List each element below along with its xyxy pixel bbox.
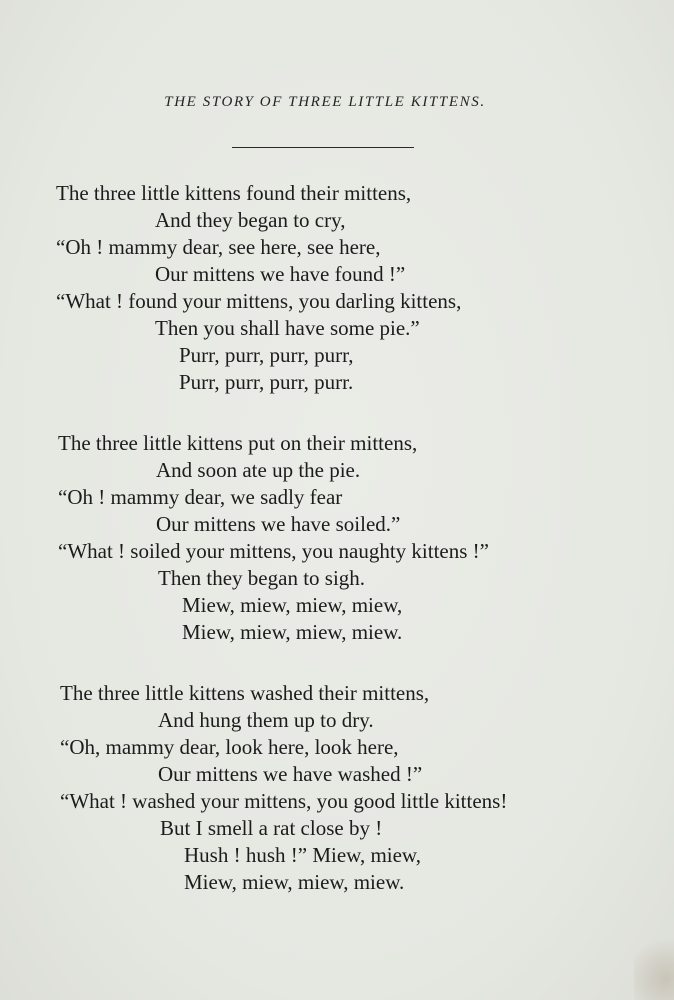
poem-line: And soon ate up the pie. [156,458,361,482]
page-title: THE STORY OF THREE LITTLE KITTENS. [164,94,486,110]
poem-line: “What ! found your mittens, you darling kittens, [56,289,462,313]
poem-line: Miew, miew, miew, miew, [182,593,403,617]
poem-line: Purr, purr, purr, purr. [179,370,354,394]
title-divider [232,147,414,148]
poem-line: The three little kittens put on their mittens, [58,431,418,455]
poem-line: And hung them up to dry. [158,708,374,732]
poem-line: “Oh ! mammy dear, we sadly fear [58,485,343,509]
poem-line: Then you shall have some pie.” [155,316,420,340]
poem-line: Then they began to sigh. [158,566,366,590]
poem-line: The three little kittens found their mittens, [56,181,412,205]
poem-line: Hush ! hush !” Miew, miew, [184,843,421,867]
poem-line: “Oh ! mammy dear, see here, see here, [56,235,381,259]
poem-line: Our mittens we have found !” [155,262,406,286]
poem-line: “What ! soiled your mittens, you naughty kittens !” [58,539,489,563]
poem-line: And they began to cry, [155,208,346,232]
poem-line: Our mittens we have washed !” [158,762,423,786]
poem-line: “What ! washed your mittens, you good little kittens! [60,789,508,813]
poem-line: “Oh, mammy dear, look here, look here, [60,735,399,759]
paper-stain [634,930,674,1000]
poem-line: The three little kittens washed their mittens, [60,681,430,705]
poem-line: Purr, purr, purr, purr, [179,343,354,367]
poem-line: Our mittens we have soiled.” [156,512,401,536]
poem-line: Miew, miew, miew, miew. [184,870,405,894]
poem-line: Miew, miew, miew, miew. [182,620,403,644]
poem-line: But I smell a rat close by ! [160,816,383,840]
